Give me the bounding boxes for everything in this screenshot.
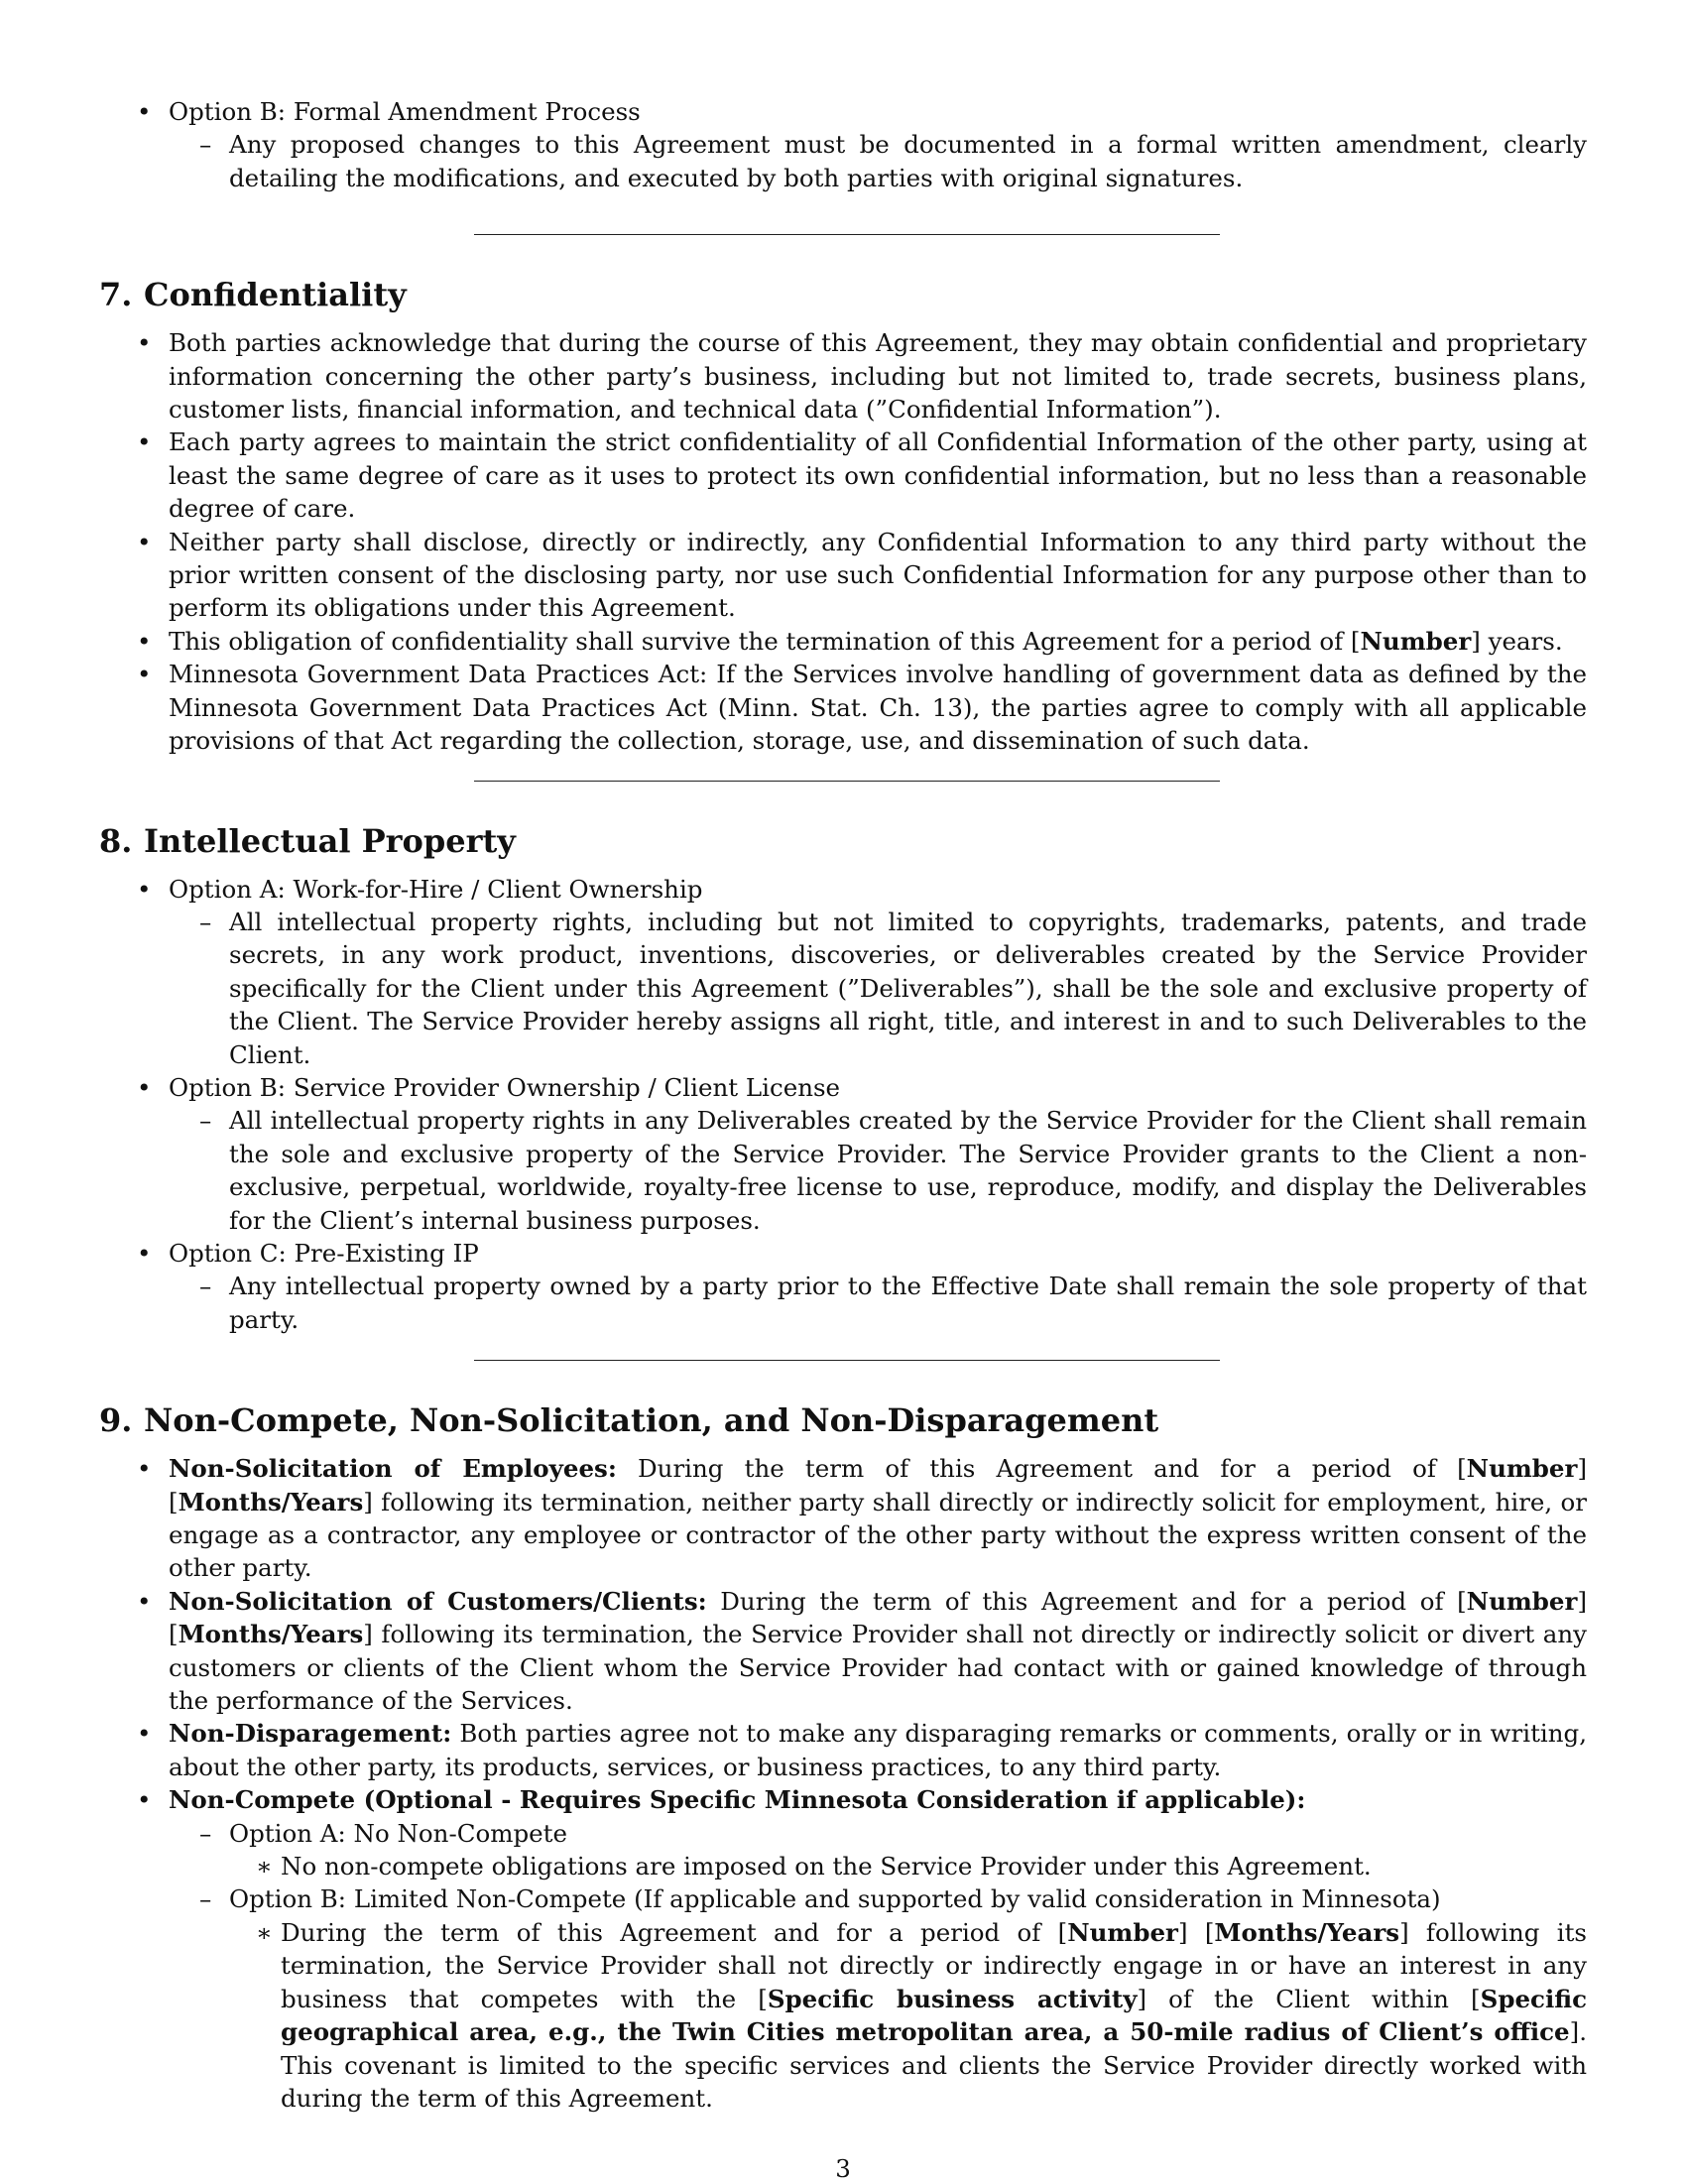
- item-text: Minnesota Government Data Practices Act: If the Services involve handling of government data as defined by the Minnesota Government Data Practices Act (Minn. Stat. Ch. 13), the parties agree to comply with all applicable provisions of that Act regarding the collection, storage, use, and dissemination of such data.: [169, 660, 1587, 756]
- list-item: [99, 1585, 1587, 1718]
- section-title: Intellectual Property: [144, 821, 516, 860]
- list-item: [229, 1850, 1587, 1882]
- item-text: ] years.: [1471, 626, 1563, 656]
- placeholder-number: Number: [1360, 626, 1472, 656]
- list-item: [99, 95, 1587, 194]
- item-text: ] following its termination, neither party shall directly or indirectly solicit for employment, hire, or engage as a contractor, any employee or contractor of the other party without the express written consent of the other party.: [169, 1487, 1587, 1583]
- section-heading: [99, 821, 1587, 861]
- section-divider: [474, 1360, 1220, 1361]
- document-page: [99, 95, 1587, 2115]
- list-item: [99, 625, 1587, 658]
- option-label: Option A: No Non-Compete: [229, 1818, 567, 1848]
- item-text: ] [: [169, 1586, 1587, 1649]
- list-item: [99, 1237, 1587, 1336]
- item-text: During the term of this Agreement and for a period of [: [281, 1917, 1068, 1947]
- item-text: During the term of this Agreement and for a period of [: [616, 1454, 1467, 1484]
- item-text: Both parties acknowledge that during the course of this Agreement, they may obtain confidential and proprietary information concerning the other party’s business, including but not limited to, trade secrets, business plans, customer lists, financial information, and technical data (”Confidential Information”).: [169, 328, 1587, 425]
- list-item: [99, 1783, 1587, 2115]
- list-item: [99, 326, 1587, 425]
- item-text: This obligation of confidentiality shall survive the termination of this Agreement for a period of [: [169, 626, 1361, 656]
- placeholder-area: Specific geographical area, e.g., the Twin Cities metropolitan area, a 50-mile radius of Client’s office: [281, 1984, 1587, 2047]
- section-title: Non-Compete, Non-Solicitation, and Non-Disparagement: [144, 1401, 1159, 1440]
- placeholder-period: Months/Years: [178, 1620, 364, 1649]
- list-item: [99, 873, 1587, 1071]
- placeholder-activity: Specific business activity: [767, 1984, 1138, 2013]
- item-text: ] [: [169, 1454, 1587, 1517]
- list-item: [169, 1817, 1587, 1883]
- section-divider: [474, 234, 1220, 235]
- section-heading: [99, 1400, 1587, 1440]
- list-item: [169, 1882, 1587, 2115]
- placeholder-number: Number: [1466, 1586, 1578, 1616]
- option-label: Option B: Formal Amendment Process: [169, 97, 641, 126]
- list-item: [229, 1916, 1587, 2115]
- item-label: Non-Solicitation of Customers/Clients:: [169, 1586, 707, 1616]
- list-item: [99, 1071, 1587, 1237]
- item-text: ]. This covenant is limited to the specific services and clients the Service Provider directly worked with during the term of this Agreement.: [281, 2017, 1587, 2113]
- option-label: Option C: Pre-Existing IP: [169, 1238, 479, 1268]
- option-text: Any intellectual property owned by a party prior to the Effective Date shall remain the sole property of that party.: [229, 1272, 1587, 1334]
- list-item: [169, 1270, 1587, 1336]
- option-label: Option A: Work-for-Hire / Client Ownership: [169, 874, 703, 904]
- item-text: Both parties agree not to make any disparaging remarks or comments, orally or in writing, about the other party, its products, services, or business practices, to any third party.: [169, 1719, 1587, 1781]
- item-text: ] following its termination, the Service Provider shall not directly or indirectly engage in or have an interest in any business that competes with the [: [281, 1917, 1587, 2013]
- placeholder-number: Number: [1067, 1917, 1178, 1947]
- item-text: During the term of this Agreement and for a period of [: [706, 1586, 1467, 1616]
- section-heading: [99, 275, 1587, 314]
- option-text: No non-compete obligations are imposed on the Service Provider under this Agreement.: [281, 1852, 1372, 1881]
- item-text: ] [: [1177, 1917, 1215, 1947]
- section-number: 7.: [99, 276, 133, 314]
- option-text: All intellectual property rights, including but not limited to copyrights, trademarks, patents, and trade secrets, in any work product, inventions, discoveries, or deliverables created by the Service Provider specifically for the Client under this Agreement (”Deliverables”), shall be the sole and exclusive property of the Client. The Service Provider hereby assigns all right, title, and interest in and to such Deliverables to the Client.: [229, 907, 1587, 1069]
- page-number: 3: [835, 2154, 851, 2183]
- list-item: [99, 658, 1587, 757]
- section-title: Confidentiality: [144, 276, 407, 314]
- item-text: ] of the Client within [: [1137, 1984, 1481, 2013]
- list-item: [99, 1717, 1587, 1783]
- section-number: 8.: [99, 821, 133, 860]
- item-text: Each party agrees to maintain the strict confidentiality of all Confidential Information of the other party, using at least the same degree of care as it uses to protect its own confidential information, but no less than a reasonable degree of care.: [169, 427, 1587, 524]
- option-text: All intellectual property rights in any Deliverables created by the Service Provider for the Client shall remain the sole and exclusive property of the Service Provider. The Service Provider grants to the Client a non-exclusive, perpetual, worldwide, royalty-free license to use, reproduce, modify, and display the Deliverables for the Client’s internal business purposes.: [229, 1106, 1587, 1235]
- section-8-list: [99, 873, 1587, 1337]
- list-item: [99, 526, 1587, 625]
- option-label: Option B: Service Provider Ownership / Client License: [169, 1072, 841, 1102]
- section-number: 9.: [99, 1401, 133, 1440]
- item-label: Non-Solicitation of Employees:: [169, 1454, 617, 1484]
- item-label: Non-Disparagement:: [169, 1719, 452, 1749]
- option-label: Option B: Limited Non-Compete (If applicable and supported by valid consideration in Minnesota): [229, 1884, 1441, 1914]
- section-6-tail-list: [99, 95, 1587, 194]
- section-divider: [474, 781, 1220, 782]
- section-7-list: [99, 326, 1587, 757]
- list-item: [169, 906, 1587, 1071]
- list-item: [99, 1452, 1587, 1585]
- section-9-list: [99, 1452, 1587, 2115]
- item-text: ] following its termination, the Service Provider shall not directly or indirectly solicit or divert any customers or clients of the Client whom the Service Provider had contact with or gained knowledge of through the performance of the Services.: [169, 1620, 1587, 1716]
- list-item: [99, 425, 1587, 525]
- placeholder-period: Months/Years: [1214, 1917, 1400, 1947]
- option-text: Any proposed changes to this Agreement must be documented in a formal written amendment, clearly detailing the modifications, and executed by both parties with original signatures.: [229, 130, 1587, 192]
- placeholder-number: Number: [1466, 1454, 1578, 1484]
- list-item: [169, 1104, 1587, 1237]
- placeholder-period: Months/Years: [178, 1487, 364, 1517]
- item-text: Neither party shall disclose, directly or indirectly, any Confidential Information to any third party without the prior written consent of the disclosing party, nor use such Confidential Information for any purpose other than to perform its obligations under this Agreement.: [169, 527, 1587, 623]
- list-item: [169, 128, 1587, 194]
- item-label: Non-Compete (Optional - Requires Specific Minnesota Consideration if applicable):: [169, 1785, 1306, 1815]
